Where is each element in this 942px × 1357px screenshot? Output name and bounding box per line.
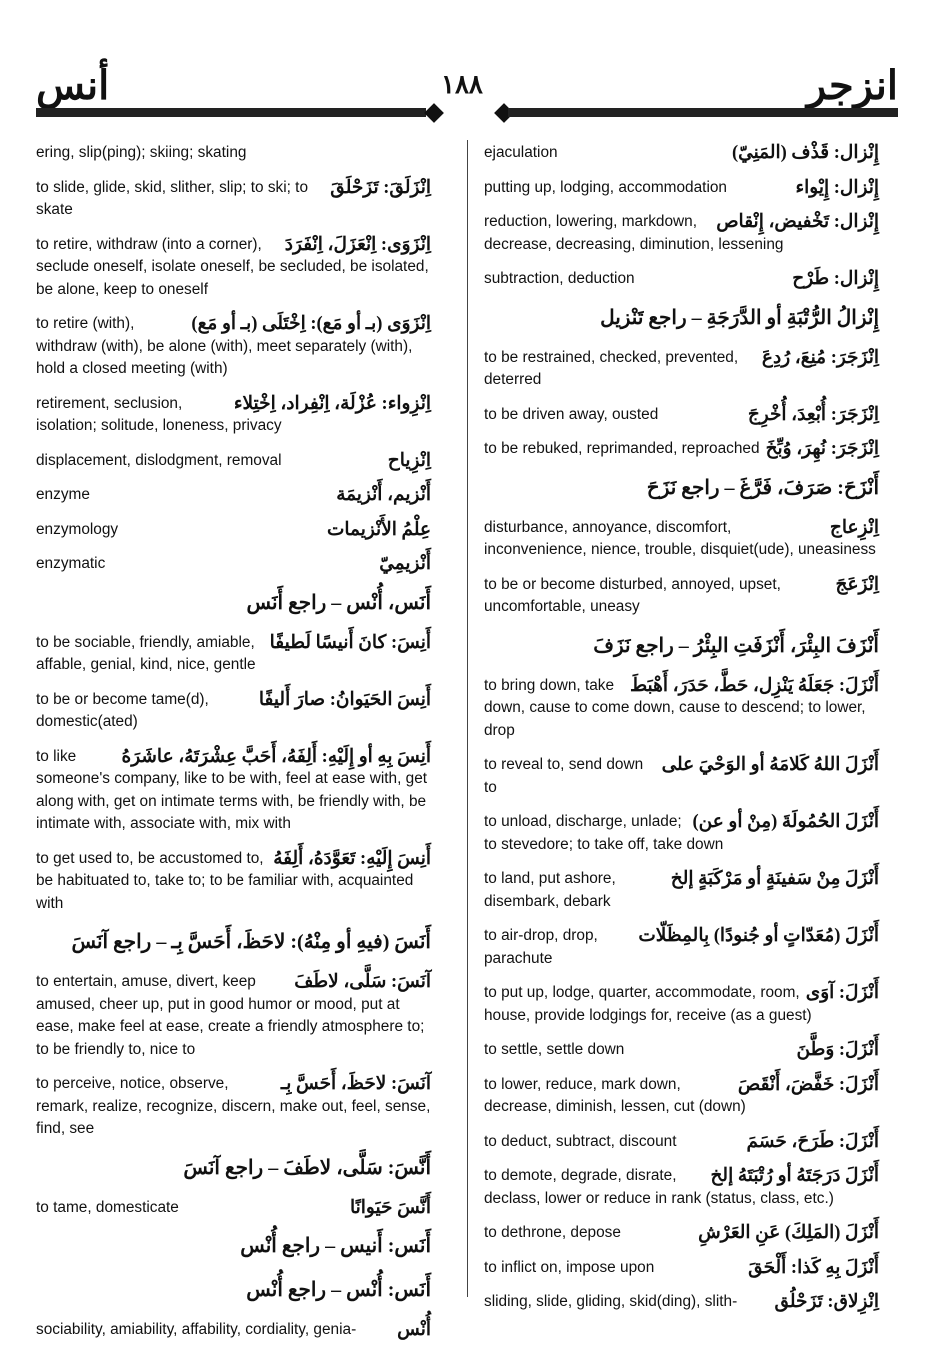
dictionary-entry xyxy=(484,404,879,427)
column-divider xyxy=(467,140,468,1297)
arabic-headword: اِنْزِعاج xyxy=(829,517,879,538)
arabic-headword: أَنْزَلَ دَرَجَتَهُ أو رُتْبَتَهُ إلخ xyxy=(710,1166,879,1186)
english-definition: to inflict on, impose upon xyxy=(484,1258,655,1276)
english-definition: to deduct, subtract, discount xyxy=(484,1132,677,1150)
english-definition: sociability, amiability, affability, cordiality, genia- xyxy=(36,1321,357,1338)
dictionary-entry xyxy=(484,811,879,856)
english-definition: to land, put ashore, disembark, debark xyxy=(484,870,616,910)
dictionary-entry xyxy=(484,1257,879,1280)
arabic-headword: أَنَّسَ حَيَوانًا xyxy=(349,1197,431,1218)
arabic-headword: اِنْزَجَرَ: نُهِرَ، وُبِّخَ xyxy=(765,439,879,459)
english-definition: enzymatic xyxy=(36,555,106,572)
arabic-headword: اِنْزَوَى: اِنْعَزَلَ، اِنْفَرَدَ xyxy=(284,234,431,255)
rule-diamond-left xyxy=(424,103,444,123)
dictionary-entry xyxy=(36,1319,431,1342)
arabic-headword: أَنَسَ (فيهِ أو مِنْهُ): لاحَظَ، أَحَسَّ بِـ – راجع آنَسَ xyxy=(71,931,431,953)
dictionary-entry xyxy=(36,234,431,302)
dictionary-entry xyxy=(484,925,879,970)
english-definition: to like someone's company, like to be with, feel at ease with, get along with, get on intimate terms with, be friendly with, be intimate with, associate with, mix with xyxy=(36,747,428,832)
dictionary-entry xyxy=(484,1222,879,1245)
dictionary-entry xyxy=(36,177,431,222)
arabic-headword: أَنْزَلَ: طَرَحَ، حَسَمَ xyxy=(746,1131,879,1152)
dictionary-entry xyxy=(36,848,431,916)
dictionary-entry xyxy=(36,484,431,507)
english-definition: to put up, lodge, quarter, accommodate, room, house, provide lodgings for, receive (as a guest) xyxy=(484,984,812,1024)
dictionary-entry xyxy=(484,303,879,333)
arabic-headword: أَنِسَ بِهِ أو إِلَيْهِ: أَلِفَهُ، أَحَبَّ عِشْرَتَهُ، عاشَرَهُ xyxy=(121,746,431,767)
dictionary-entry xyxy=(484,1131,879,1154)
arabic-headword: أَنْزَفَ البِئْرَ، أَنْزَفَتِ البِئْرُ – راجع نَزَفَ xyxy=(593,634,879,657)
dictionary-entry xyxy=(36,1153,431,1183)
dictionary-entry xyxy=(36,519,431,542)
dictionary-entry xyxy=(484,675,879,743)
arabic-headword: أَنْزَلَ (المَلِكَ) عَنِ العَرْشِ xyxy=(698,1223,879,1243)
arabic-headword: أَنْزيمِيّ xyxy=(379,554,431,574)
arabic-headword: أَنِسَ إِلَيْهِ: تَعَوَّدَهُ، أَلِفَهُ xyxy=(273,848,431,869)
arabic-headword: أَنْزَلَ الحُمُولَةَ (مِنْ أو عن) xyxy=(692,812,879,832)
arabic-headword: اِنْزَوَى (بـ أو مَع): اِخْتَلَى (بـ أو مَع) xyxy=(191,314,431,334)
dictionary-entry xyxy=(484,1165,879,1210)
arabic-headword: أَنْزَلَ مِنْ سَفينَةٍ أو مَرْكَبَةٍ إلخ xyxy=(670,869,879,889)
english-definition: to bring down, take down, cause to come down, cause to descend; to lower, drop xyxy=(484,676,866,739)
arabic-headword: آنَسَ: سَلَّى، لاطَفَ xyxy=(294,972,431,992)
dictionary-entry xyxy=(484,473,879,503)
right-headword: انزجر xyxy=(806,63,898,108)
english-definition: putting up, lodging, accommodation xyxy=(484,178,727,196)
english-definition: to dethrone, depose xyxy=(484,1224,621,1241)
dictionary-entry xyxy=(36,393,431,438)
english-definition: to lower, reduce, mark down, decrease, diminish, lessen, cut (down) xyxy=(484,1075,746,1115)
dictionary-entry xyxy=(484,211,879,256)
english-definition: to be sociable, friendly, amiable, affable, genial, kind, nice, gentle xyxy=(36,633,256,673)
dictionary-entry xyxy=(36,746,431,836)
dictionary-entry xyxy=(484,517,879,562)
english-definition: reduction, lowering, markdown, decrease, decreasing, diminution, lessening xyxy=(484,213,784,253)
dictionary-entry xyxy=(36,313,431,381)
english-definition: enzymology xyxy=(36,520,119,538)
english-definition: to demote, degrade, disrate, declass, lower or reduce in rank (status, class, etc.) xyxy=(484,1167,834,1207)
english-definition: to settle, settle down xyxy=(484,1041,625,1058)
dictionary-entry xyxy=(36,1197,431,1220)
page-number: ١٨٨ xyxy=(441,70,483,99)
english-definition: to be restrained, checked, prevented, deterred xyxy=(484,348,739,388)
english-definition: to get used to, be accustomed to, be habituated to, take to; to be familiar with, acquainted with xyxy=(36,849,414,912)
page-header xyxy=(0,0,942,130)
english-definition: disturbance, annoyance, discomfort, inconvenience, nience, trouble, disquiet(ude), uneasiness xyxy=(484,518,876,558)
english-definition: subtraction, deduction xyxy=(484,270,635,287)
arabic-headword: أَنَس، أُنْس – راجع أَنَس xyxy=(246,591,431,614)
english-definition: to unload, discharge, unlade; to stevedore; to take off, take down xyxy=(484,813,724,853)
dictionary-entry xyxy=(36,1073,431,1141)
arabic-headword: اِنْزَعَجَ xyxy=(835,574,879,595)
english-definition: ering, slip(ping); skiing; skating xyxy=(36,144,247,161)
arabic-headword: اِنْزِياح xyxy=(387,450,431,471)
english-definition: to perceive, notice, observe, remark, realize, recognize, discern, make out, feel, sense, find, see xyxy=(36,1075,431,1137)
right-column xyxy=(484,142,879,1326)
arabic-headword: أَنْزَحَ: صَرَفَ، فَرَّغَ – راجع نَزَحَ xyxy=(646,476,879,499)
left-column xyxy=(36,142,431,1354)
dictionary-entry xyxy=(36,632,431,677)
arabic-headword: اِنْزِلاق: تَزَحْلُق xyxy=(774,1292,879,1312)
arabic-headword: آنَسَ: لاحَظَ، أَحَسَّ بِـ xyxy=(280,1074,431,1094)
dictionary-entry xyxy=(484,574,879,619)
dictionary-entry xyxy=(484,438,879,461)
arabic-headword: اِنْزِواء: عُزْلَة، اِنْفِراد، اِخْتِلاء xyxy=(233,393,431,414)
arabic-headword: إِنْزالُ الرُّتْبَةِ أو الدَّرَجَةِ – راجع تَنْزيل xyxy=(600,306,879,329)
dictionary-entry xyxy=(484,631,879,661)
dictionary-entry xyxy=(484,982,879,1027)
english-definition: retirement, seclusion, isolation; solitude, loneness, privacy xyxy=(36,394,282,434)
arabic-headword: أُنْس xyxy=(397,1320,431,1340)
dictionary-entry xyxy=(36,1275,431,1305)
dictionary-entry xyxy=(484,754,879,799)
arabic-headword: إِنْزال: إِيْواء xyxy=(795,177,879,198)
english-definition: to tame, domesticate xyxy=(36,1198,179,1216)
arabic-headword: أَنْزَلَ: وَطَّنَ xyxy=(796,1040,879,1060)
english-definition: to retire, withdraw (into a corner), seclude oneself, isolate oneself, be secluded, be isolated, be alone, keep to oneself xyxy=(36,235,429,298)
arabic-headword: اِنْزَلَقَ: تَزَحْلَقَ xyxy=(330,177,431,198)
arabic-headword: عِلْمُ الأَنْزيمات xyxy=(326,519,431,540)
dictionary-entry xyxy=(484,1291,879,1314)
dictionary-entry xyxy=(36,971,431,1061)
dictionary-entry xyxy=(36,588,431,618)
header-rule-left xyxy=(36,108,426,117)
dictionary-entry xyxy=(484,868,879,913)
arabic-headword: أَنَس: أُنْس – راجع أُنْس xyxy=(246,1279,431,1301)
arabic-headword: أَنْزَلَ (مُعَدّاتٍ أو جُنودًا) بِالمِظَلّات xyxy=(638,926,879,946)
arabic-headword: إِنْزال: طَرْح xyxy=(792,269,879,289)
dictionary-entry xyxy=(484,142,879,165)
arabic-headword: اِنْزَجَرَ: أُبْعِدَ، أُخْرِجَ xyxy=(747,404,879,425)
arabic-headword: أَنَّسَ: سَلَّى، لاطَفَ – راجع آنَسَ xyxy=(183,1156,431,1179)
arabic-headword: أَنَس: أَنيس – راجع أُنْس xyxy=(240,1235,431,1257)
arabic-headword: أَنْزَلَ: آوَى xyxy=(805,983,879,1003)
arabic-headword: إِنْزال: قَذْف (المَنِيّ) xyxy=(731,143,879,163)
english-definition: to be or become tame(d), domestic(ated) xyxy=(36,690,209,730)
dictionary-entry xyxy=(36,450,431,473)
dictionary-entry xyxy=(36,927,431,957)
arabic-headword: إِنْزال: تَخْفيض، إِنْقاص xyxy=(716,212,879,232)
dictionary-entry xyxy=(36,142,431,165)
dictionary-entry xyxy=(484,1039,879,1062)
english-definition: displacement, dislodgment, removal xyxy=(36,451,282,469)
english-definition: to be driven away, ousted xyxy=(484,405,659,423)
arabic-headword: أَنْزَلَ اللهُ كَلامَهُ أو الوَحْيَ على xyxy=(661,755,879,775)
left-headword: أنس xyxy=(36,63,110,108)
dictionary-entry xyxy=(484,1074,879,1119)
dictionary-entry xyxy=(36,553,431,576)
dictionary-entry xyxy=(484,177,879,200)
english-definition: to air-drop, drop, parachute xyxy=(484,927,598,967)
dictionary-entry xyxy=(484,268,879,291)
english-definition: to slide, glide, skid, slither, slip; to ski; to skate xyxy=(36,178,309,218)
header-rule-right xyxy=(508,108,898,117)
english-definition: to be rebuked, reprimanded, reproached xyxy=(484,440,760,457)
dictionary-entry xyxy=(36,1231,431,1261)
english-definition: ejaculation xyxy=(484,144,558,161)
arabic-headword: أَنِسَ الحَيَوانُ: صارَ أَليفًا xyxy=(258,689,431,710)
dictionary-entry xyxy=(36,689,431,734)
arabic-headword: أَنْزَلَ: جَعَلَهُ يَنْزِل، حَطَّ، حَدَرَ، أَهْبَطَ xyxy=(629,675,879,696)
english-definition: to entertain, amuse, divert, keep amused, cheer up, put in good humor or mood, put at ease, make feel at ease, create a friendly atmosphere to; to be friendly to, nice to xyxy=(36,973,425,1058)
english-definition: sliding, slide, gliding, skid(ding), slith- xyxy=(484,1293,738,1310)
arabic-headword: أَنِسَ: كانَ أَنيسًا لَطيفًا xyxy=(269,632,431,653)
english-definition: to reveal to, send down to xyxy=(484,756,644,796)
arabic-headword: أَنْزَلَ بِهِ كَذا: أَلْحَقَ xyxy=(748,1257,879,1278)
arabic-headword: أَنْزيم، أَنْزيمَة xyxy=(336,485,431,505)
english-definition: enzyme xyxy=(36,486,90,503)
english-definition: to retire (with), withdraw (with), be alone (with), meet separately (with), hold a closed meeting (with) xyxy=(36,315,413,377)
dictionary-entry xyxy=(484,347,879,392)
arabic-headword: أَنْزَلَ: خَفَّضَ، أَنْقَصَ xyxy=(737,1074,879,1095)
english-definition: to be or become disturbed, annoyed, upset, uncomfortable, uneasy xyxy=(484,575,781,615)
arabic-headword: اِنْزَجَرَ: مُنِعَ، رُدِعَ xyxy=(761,347,879,368)
